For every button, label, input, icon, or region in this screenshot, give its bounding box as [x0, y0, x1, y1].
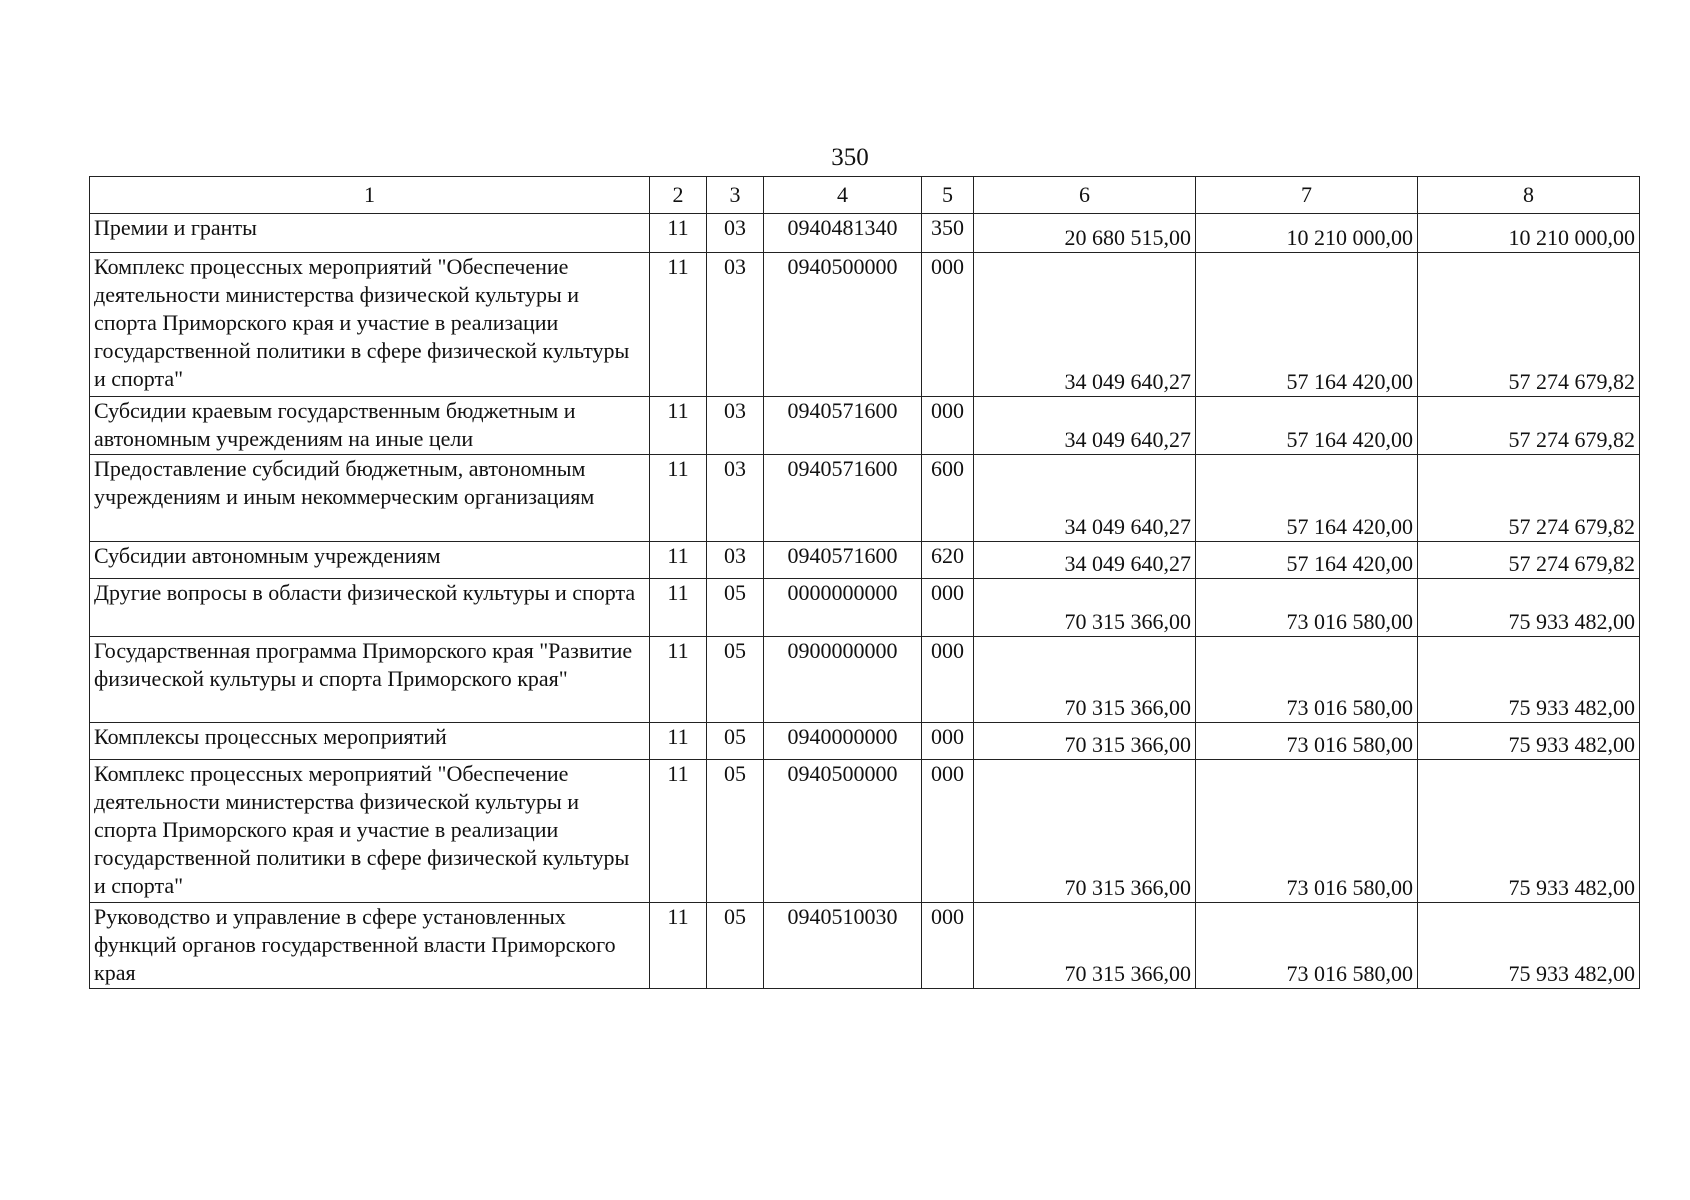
section-code: 11: [650, 214, 707, 253]
section-code: 11: [650, 903, 707, 989]
amount-year-1: 34 049 640,27: [974, 397, 1196, 455]
amount-year-2: 57 164 420,00: [1196, 397, 1418, 455]
target-article-code: 0940571600: [764, 397, 922, 455]
subsection-code: 03: [707, 397, 764, 455]
amount-year-1: 20 680 515,00: [974, 214, 1196, 253]
amount-year-1: 70 315 366,00: [974, 760, 1196, 903]
row-name: Руководство и управление в сфере установленных функций органов государственной власти Приморского края: [90, 903, 650, 989]
subsection-code: 05: [707, 903, 764, 989]
table-row: [90, 903, 1640, 989]
row-name: Комплексы процессных мероприятий: [90, 723, 650, 760]
expense-type-code: 000: [922, 253, 974, 397]
table-row: [90, 760, 1640, 903]
expense-type-code: 350: [922, 214, 974, 253]
section-code: 11: [650, 542, 707, 579]
header-cell: 7: [1196, 177, 1418, 214]
target-article-code: 0940500000: [764, 253, 922, 397]
expense-type-code: 000: [922, 723, 974, 760]
amount-year-1: 70 315 366,00: [974, 637, 1196, 723]
amount-year-2: 57 164 420,00: [1196, 253, 1418, 397]
table-row: [90, 397, 1640, 455]
amount-year-2: 57 164 420,00: [1196, 542, 1418, 579]
subsection-code: 03: [707, 214, 764, 253]
row-name: Комплекс процессных мероприятий "Обеспечение деятельности министерства физической культуры и спорта Приморского края и участие в реализации государственной политики в сфере физической культуры и спорта": [90, 760, 650, 903]
table-row: [90, 579, 1640, 637]
header-cell: 4: [764, 177, 922, 214]
amount-year-3: 57 274 679,82: [1418, 455, 1640, 542]
row-name: Комплекс процессных мероприятий "Обеспечение деятельности министерства физической культуры и спорта Приморского края и участие в реализации государственной политики в сфере физической культуры и спорта": [90, 253, 650, 397]
row-name: Субсидии автономным учреждениям: [90, 542, 650, 579]
expense-type-code: 620: [922, 542, 974, 579]
section-code: 11: [650, 253, 707, 397]
table-row: [90, 455, 1640, 542]
target-article-code: 0940510030: [764, 903, 922, 989]
subsection-code: 03: [707, 253, 764, 397]
amount-year-3: 75 933 482,00: [1418, 637, 1640, 723]
table-row: [90, 637, 1640, 723]
row-name: Другие вопросы в области физической культуры и спорта: [90, 579, 650, 637]
row-name: Предоставление субсидий бюджетным, автономным учреждениям и иным некоммерческим организациям: [90, 455, 650, 542]
amount-year-2: 73 016 580,00: [1196, 760, 1418, 903]
target-article-code: 0940000000: [764, 723, 922, 760]
header-cell: 6: [974, 177, 1196, 214]
amount-year-3: 10 210 000,00: [1418, 214, 1640, 253]
subsection-code: 05: [707, 760, 764, 903]
target-article-code: 0940571600: [764, 542, 922, 579]
subsection-code: 05: [707, 637, 764, 723]
amount-year-3: 75 933 482,00: [1418, 760, 1640, 903]
amount-year-3: 75 933 482,00: [1418, 903, 1640, 989]
amount-year-2: 10 210 000,00: [1196, 214, 1418, 253]
header-cell: 1: [90, 177, 650, 214]
row-name: Государственная программа Приморского края "Развитие физической культуры и спорта Приморского края": [90, 637, 650, 723]
section-code: 11: [650, 723, 707, 760]
header-cell: 3: [707, 177, 764, 214]
section-code: 11: [650, 579, 707, 637]
section-code: 11: [650, 637, 707, 723]
subsection-code: 05: [707, 723, 764, 760]
amount-year-1: 70 315 366,00: [974, 903, 1196, 989]
header-cell: 2: [650, 177, 707, 214]
amount-year-2: 73 016 580,00: [1196, 903, 1418, 989]
target-article-code: 0000000000: [764, 579, 922, 637]
row-name: Премии и гранты: [90, 214, 650, 253]
expense-type-code: 600: [922, 455, 974, 542]
amount-year-1: 34 049 640,27: [974, 542, 1196, 579]
header-row: [90, 177, 1640, 214]
amount-year-2: 73 016 580,00: [1196, 723, 1418, 760]
section-code: 11: [650, 455, 707, 542]
expense-type-code: 000: [922, 760, 974, 903]
amount-year-3: 57 274 679,82: [1418, 397, 1640, 455]
amount-year-1: 34 049 640,27: [974, 253, 1196, 397]
header-cell: 8: [1418, 177, 1640, 214]
target-article-code: 0940500000: [764, 760, 922, 903]
amount-year-2: 73 016 580,00: [1196, 579, 1418, 637]
amount-year-1: 70 315 366,00: [974, 579, 1196, 637]
subsection-code: 03: [707, 455, 764, 542]
target-article-code: 0940571600: [764, 455, 922, 542]
expense-type-code: 000: [922, 903, 974, 989]
table-row: [90, 253, 1640, 397]
expense-type-code: 000: [922, 397, 974, 455]
amount-year-3: 57 274 679,82: [1418, 542, 1640, 579]
budget-table: [89, 176, 1640, 989]
amount-year-2: 73 016 580,00: [1196, 637, 1418, 723]
expense-type-code: 000: [922, 579, 974, 637]
amount-year-3: 57 274 679,82: [1418, 253, 1640, 397]
amount-year-3: 75 933 482,00: [1418, 723, 1640, 760]
subsection-code: 03: [707, 542, 764, 579]
section-code: 11: [650, 397, 707, 455]
amount-year-2: 57 164 420,00: [1196, 455, 1418, 542]
expense-type-code: 000: [922, 637, 974, 723]
table-row: [90, 542, 1640, 579]
amount-year-3: 75 933 482,00: [1418, 579, 1640, 637]
table-row: [90, 723, 1640, 760]
target-article-code: 0940481340: [764, 214, 922, 253]
page-number: 350: [831, 144, 869, 171]
subsection-code: 05: [707, 579, 764, 637]
row-name: Субсидии краевым государственным бюджетным и автономным учреждениям на иные цели: [90, 397, 650, 455]
amount-year-1: 34 049 640,27: [974, 455, 1196, 542]
amount-year-1: 70 315 366,00: [974, 723, 1196, 760]
target-article-code: 0900000000: [764, 637, 922, 723]
table-row: [90, 214, 1640, 253]
header-cell: 5: [922, 177, 974, 214]
section-code: 11: [650, 760, 707, 903]
